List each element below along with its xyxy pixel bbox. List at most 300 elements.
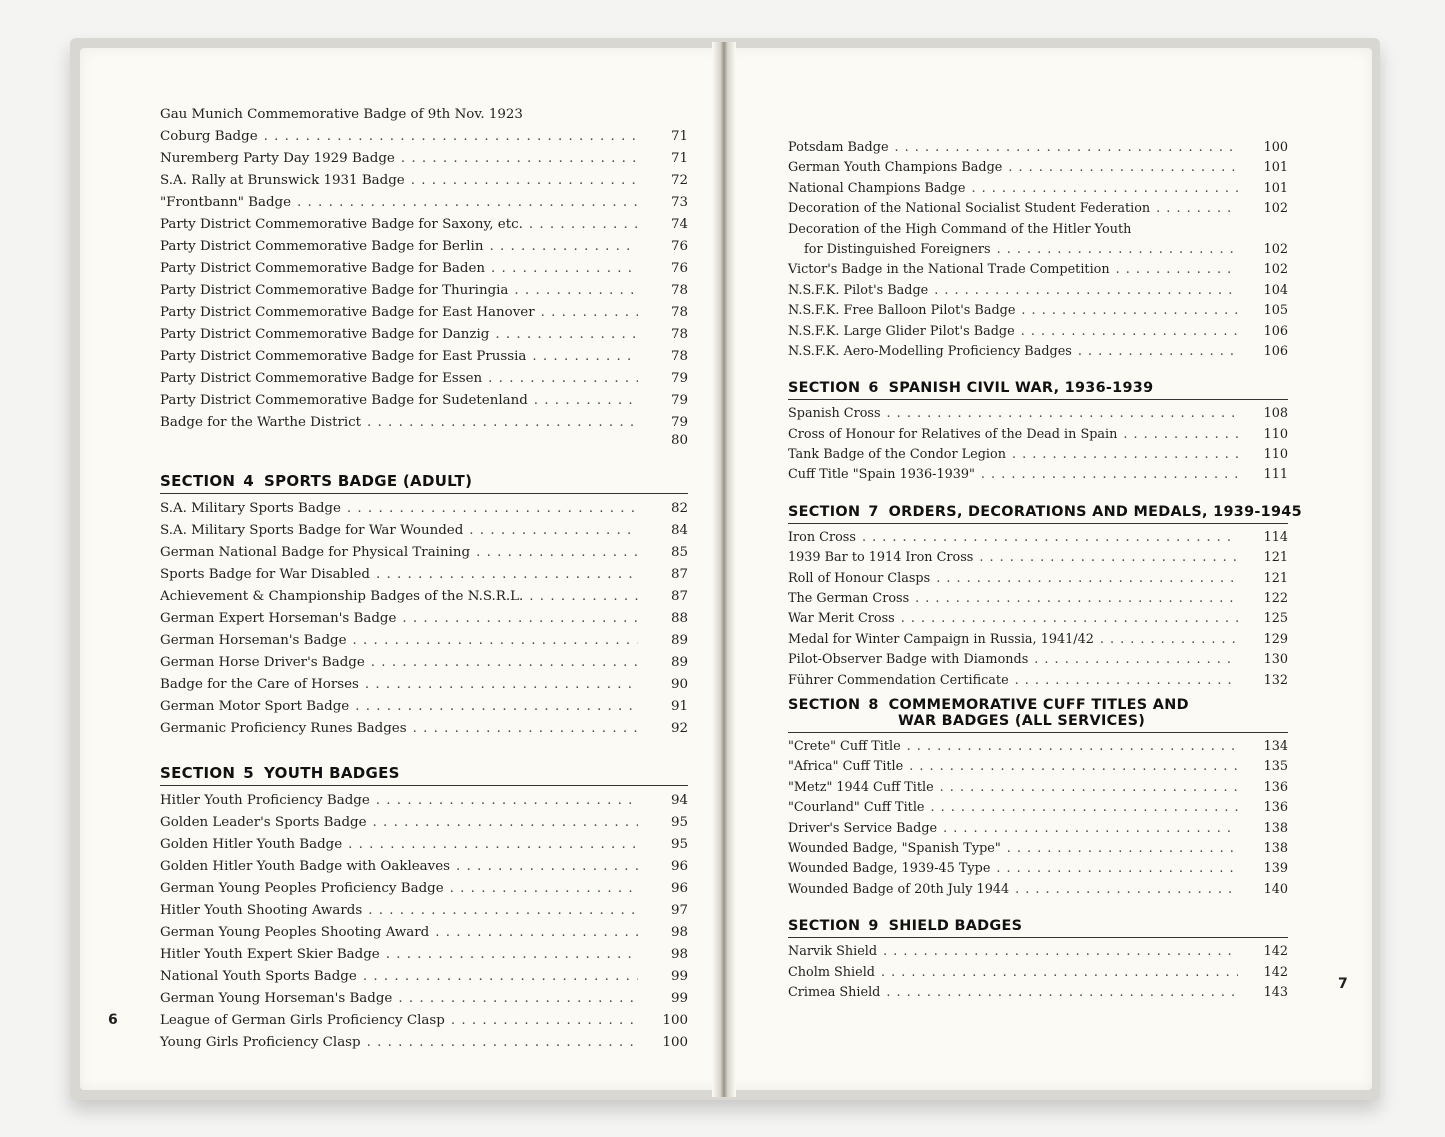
- toc-entry-title: German Young Horseman's Badge: [160, 991, 393, 1006]
- toc-page-number: 87: [670, 589, 688, 604]
- toc-entry-title: Party District Commemorative Badge for Berlin: [160, 239, 484, 254]
- toc-entry: [788, 630, 1288, 650]
- leader-dots: [996, 859, 1238, 879]
- leader-dots: [469, 520, 638, 542]
- toc-entry-title: Germanic Proficiency Runes Badges: [160, 721, 407, 736]
- toc-entry: [160, 1032, 688, 1054]
- leader-dots: [907, 737, 1238, 757]
- toc-entry-title: Cuff Title "Spain 1936-1939": [788, 467, 975, 483]
- toc-entry-title: Hitler Youth Proficiency Badge: [160, 793, 370, 808]
- leader-dots: [488, 368, 638, 390]
- leader-dots: [1034, 650, 1238, 670]
- toc-entry: [788, 528, 1288, 548]
- leader-dots: [411, 170, 638, 192]
- toc-entry: [160, 368, 688, 390]
- toc-page-number: 99: [670, 991, 688, 1006]
- section-heading: [160, 472, 688, 494]
- toc-page-number: 98: [670, 947, 688, 962]
- toc-page-number: 84: [670, 523, 688, 538]
- toc-entry: [160, 258, 688, 280]
- leader-dots: [981, 465, 1238, 485]
- toc-entry: [788, 737, 1288, 757]
- toc-entry-title: Cross of Honour for Relatives of the Dead in Spain: [788, 426, 1118, 442]
- toc-entry-title: Party District Commemorative Badge for Thuringia: [160, 283, 509, 298]
- right-top-entries: [788, 138, 1288, 362]
- toc-entry: [160, 922, 688, 944]
- section-number: 7: [868, 503, 879, 520]
- leader-dots: [881, 963, 1238, 983]
- toc-entry-title: Badge for the Care of Horses: [160, 677, 359, 692]
- toc-entry-title: Decoration of the High Command of the Hitler Youth: [788, 221, 1132, 237]
- leader-dots: [1116, 260, 1238, 280]
- section-9-entries: [788, 942, 1288, 1003]
- toc-entry: [788, 281, 1288, 301]
- leader-dots: [402, 608, 638, 630]
- leader-dots: [909, 757, 1238, 777]
- toc-entry: [160, 148, 688, 170]
- toc-entry: [160, 718, 688, 740]
- book-spine: [712, 42, 736, 1097]
- toc-entry-title: Hitler Youth Shooting Awards: [160, 903, 363, 918]
- leader-dots: [363, 966, 638, 988]
- toc-entry: [788, 798, 1288, 818]
- toc-entry: [160, 586, 688, 608]
- toc-entry: [788, 260, 1288, 280]
- toc-page-number: 134: [1263, 738, 1288, 754]
- toc-page-number: 95: [670, 837, 688, 852]
- toc-page-number: 102: [1263, 241, 1288, 257]
- toc-entry-title: Driver's Service Badge: [788, 820, 938, 836]
- right-contents-column: [788, 138, 1302, 1003]
- leader-dots: [456, 856, 638, 878]
- section-title: YOUTH BADGES: [264, 764, 400, 782]
- toc-entry: [160, 696, 688, 718]
- toc-page-number: 92: [670, 721, 688, 736]
- toc-entry: [788, 465, 1288, 485]
- leader-dots: [862, 528, 1238, 548]
- toc-entry: [788, 942, 1288, 962]
- toc-entry-title: Crimea Shield: [788, 984, 881, 1000]
- toc-entry: [160, 346, 688, 368]
- leader-dots: [1021, 301, 1238, 321]
- leader-dots: [943, 819, 1238, 839]
- toc-entry: [160, 608, 688, 630]
- toc-page-number: 132: [1263, 672, 1288, 688]
- leader-dots: [883, 942, 1238, 962]
- toc-entry-title: Party District Commemorative Badge for Sudetenland: [160, 393, 528, 408]
- toc-entry: [788, 158, 1288, 178]
- toc-page-number: 121: [1263, 550, 1288, 566]
- section-title: ORDERS, DECORATIONS AND MEDALS, 1939-1945: [888, 503, 1302, 520]
- section-label: SECTION: [788, 696, 861, 713]
- toc-entry-title: "Courland" Cuff Title: [788, 800, 925, 816]
- toc-entry-title: Roll of Honour Clasps: [788, 570, 931, 586]
- toc-entry-title: "Metz" 1944 Cuff Title: [788, 779, 934, 795]
- leader-dots: [297, 192, 638, 214]
- section-label: SECTION: [788, 503, 861, 520]
- toc-page-number: 122: [1263, 591, 1288, 607]
- toc-entry: [788, 569, 1288, 589]
- toc-entry: [160, 652, 688, 674]
- leader-dots: [997, 240, 1238, 260]
- toc-entry: [788, 404, 1288, 424]
- toc-page-number: 96: [670, 859, 688, 874]
- toc-page-number: 143: [1263, 984, 1288, 1000]
- section-number: 4: [243, 472, 255, 490]
- leader-dots: [901, 609, 1238, 629]
- leader-dots: [489, 236, 638, 258]
- leader-dots: [376, 790, 638, 812]
- leader-dots: [476, 542, 638, 564]
- leader-dots: [1015, 880, 1238, 900]
- toc-page-number: 101: [1263, 160, 1288, 176]
- toc-entry-title: National Youth Sports Badge: [160, 969, 357, 984]
- toc-entry-title: Sports Badge for War Disabled: [160, 567, 371, 582]
- section-title-line2: WAR BADGES (ALL SERVICES): [898, 712, 1146, 729]
- toc-entry-title: Cholm Shield: [788, 964, 875, 980]
- toc-page-number: 111: [1263, 467, 1288, 483]
- toc-entry-title: Victor's Badge in the National Trade Competition: [788, 262, 1110, 278]
- leader-dots: [936, 569, 1238, 589]
- leader-dots: [1008, 158, 1238, 178]
- toc-entry: [788, 963, 1288, 983]
- toc-entry: [788, 983, 1288, 1003]
- leader-dots: [1012, 445, 1238, 465]
- toc-page-number: 89: [670, 633, 688, 648]
- toc-page-number: 76: [670, 239, 688, 254]
- toc-entry-title: S.A. Military Sports Badge: [160, 501, 341, 516]
- leader-dots: [1021, 322, 1238, 342]
- toc-entry: [788, 609, 1288, 629]
- toc-entry-title: Party District Commemorative Badge for Danzig: [160, 327, 490, 342]
- toc-page-number: 130: [1263, 652, 1288, 668]
- toc-page-number: 100: [662, 1013, 688, 1028]
- leader-dots: [532, 346, 638, 368]
- toc-entry: [788, 138, 1288, 158]
- section-5-entries: [160, 790, 688, 1054]
- toc-page-number: 95: [670, 815, 688, 830]
- leader-dots: [887, 404, 1238, 424]
- toc-entry: [160, 104, 688, 126]
- toc-entry-title: Pilot-Observer Badge with Diamonds: [788, 652, 1029, 668]
- leader-dots: [895, 138, 1238, 158]
- toc-entry-title: Wounded Badge, "Spanish Type": [788, 840, 1001, 856]
- toc-page-number: 71: [670, 151, 688, 166]
- toc-page-number: 89: [670, 655, 688, 670]
- toc-page-number: 78: [670, 327, 688, 342]
- toc-entry-title: Hitler Youth Expert Skier Badge: [160, 947, 380, 962]
- leader-dots: [451, 1010, 638, 1032]
- toc-entry-title: Spanish Cross: [788, 406, 881, 422]
- toc-page-number: 101: [1263, 180, 1288, 196]
- toc-page-number: 98: [670, 925, 688, 940]
- leader-dots: [491, 258, 638, 280]
- toc-entry-title: German Motor Sport Badge: [160, 699, 350, 714]
- toc-page-number: 78: [670, 283, 688, 298]
- toc-page-number: 76: [670, 261, 688, 276]
- leader-dots: [413, 718, 638, 740]
- section-title: COMMEMORATIVE CUFF TITLES AND: [888, 696, 1189, 713]
- toc-entry: [160, 126, 688, 148]
- leader-dots: [979, 548, 1238, 568]
- toc-entry-title: Party District Commemorative Badge for East Prussia: [160, 349, 527, 364]
- toc-page-number: 106: [1263, 323, 1288, 339]
- leader-dots: [529, 214, 638, 236]
- section-heading: [788, 503, 1302, 524]
- toc-entry-title: N.S.F.K. Aero-Modelling Proficiency Badges: [788, 343, 1072, 359]
- toc-entry-title: "Frontbann" Badge: [160, 195, 292, 210]
- section-heading: [788, 918, 1288, 938]
- toc-page-number: 108: [1263, 406, 1288, 422]
- toc-page-number: 125: [1263, 611, 1288, 627]
- toc-entry-title: Coburg Badge: [160, 129, 258, 144]
- toc-entry: [160, 564, 688, 586]
- section-number: 6: [868, 380, 879, 397]
- toc-page-number: 135: [1263, 759, 1288, 775]
- leader-dots: [435, 922, 638, 944]
- toc-entry: [788, 220, 1288, 240]
- leader-dots: [1156, 199, 1238, 219]
- toc-entry: [160, 302, 688, 324]
- toc-page-number: 110: [1263, 426, 1288, 442]
- toc-page-number: 99: [670, 969, 688, 984]
- toc-entry-title: Narvik Shield: [788, 944, 878, 960]
- leader-dots: [264, 126, 638, 148]
- toc-page-number: 82: [670, 501, 688, 516]
- toc-entry-title: War Merit Cross: [788, 611, 895, 627]
- toc-entry-title: for Distinguished Foreigners: [804, 241, 991, 257]
- toc-entry: [788, 757, 1288, 777]
- leader-dots: [398, 988, 638, 1010]
- toc-entry: [160, 834, 688, 856]
- toc-entry-title: German Horseman's Badge: [160, 633, 347, 648]
- toc-entry: [788, 589, 1288, 609]
- section-label: SECTION: [160, 472, 236, 490]
- toc-entry: [160, 878, 688, 900]
- toc-entry: [788, 671, 1288, 691]
- toc-entry: [788, 548, 1288, 568]
- toc-entry-title: Party District Commemorative Badge for Baden: [160, 261, 486, 276]
- toc-page-number: 105: [1263, 303, 1288, 319]
- toc-entry: [160, 170, 688, 192]
- toc-entry-title: Badge for the Warthe District: [160, 415, 362, 430]
- toc-entry: [788, 839, 1288, 859]
- toc-entry: [160, 988, 688, 1010]
- section-7-entries: [788, 528, 1288, 691]
- leader-dots: [534, 390, 638, 412]
- toc-page-number: 79: [670, 415, 688, 430]
- toc-page-number: 110: [1263, 447, 1288, 463]
- toc-page-number: 100: [1263, 140, 1288, 155]
- toc-entry-title: 1939 Bar to 1914 Iron Cross: [788, 550, 974, 566]
- left-contents-column: [160, 104, 688, 1054]
- leader-dots: [353, 630, 638, 652]
- leader-dots: [1100, 630, 1238, 650]
- section-6-entries: [788, 404, 1288, 486]
- leader-dots: [365, 674, 638, 696]
- toc-entry: [160, 812, 688, 834]
- toc-entry: [160, 966, 688, 988]
- toc-entry-title: Young Girls Proficiency Clasp: [160, 1035, 361, 1050]
- toc-page-number: 121: [1263, 570, 1288, 586]
- toc-entry: [160, 390, 688, 412]
- toc-entry: [788, 179, 1288, 199]
- leader-dots: [1007, 839, 1238, 859]
- toc-entry-title: German National Badge for Physical Training: [160, 545, 471, 560]
- leader-dots: [934, 281, 1238, 301]
- toc-entry-title: Tank Badge of the Condor Legion: [788, 447, 1006, 463]
- toc-page-number: 114: [1263, 529, 1288, 545]
- toc-entry-title: Wounded Badge, 1939-45 Type: [788, 861, 991, 877]
- toc-entry: [160, 280, 688, 302]
- toc-entry: [788, 819, 1288, 839]
- toc-entry-title: Achievement & Championship Badges of the N.S.R.L.: [160, 589, 524, 604]
- toc-page-number: 87: [670, 567, 688, 582]
- leader-dots: [348, 834, 638, 856]
- toc-page-number: 102: [1263, 201, 1288, 217]
- toc-page-number: 106: [1263, 343, 1288, 359]
- toc-entry-title: Potsdam Badge: [788, 140, 889, 155]
- toc-entry: [160, 520, 688, 542]
- section-title: SHIELD BADGES: [888, 918, 1023, 935]
- toc-entry: [160, 324, 688, 346]
- toc-entry: [160, 412, 688, 434]
- toc-entry: [788, 859, 1288, 879]
- toc-entry-title: Party District Commemorative Badge for East Hanover: [160, 305, 535, 320]
- leader-dots: [886, 983, 1238, 1003]
- toc-entry-title: N.S.F.K. Pilot's Badge: [788, 282, 929, 298]
- toc-entry-title: League of German Girls Proficiency Clasp: [160, 1013, 445, 1028]
- toc-entry-title: S.A. Rally at Brunswick 1931 Badge: [160, 173, 405, 188]
- toc-page-number: 80: [670, 433, 688, 448]
- toc-entry: [160, 434, 688, 448]
- toc-page-number: 72: [670, 173, 688, 188]
- toc-entry-title: German Young Peoples Shooting Award: [160, 925, 430, 940]
- toc-entry: [788, 650, 1288, 670]
- toc-page-number: 73: [670, 195, 688, 210]
- toc-page-number: 71: [670, 129, 688, 144]
- toc-entry-title: Nuremberg Party Day 1929 Badge: [160, 151, 395, 166]
- toc-entry: [160, 674, 688, 696]
- page-number-right: 7: [1338, 976, 1348, 992]
- section-label: SECTION: [788, 918, 861, 935]
- toc-page-number: 94: [670, 793, 688, 808]
- leader-dots: [355, 696, 638, 718]
- leader-dots: [1015, 671, 1238, 691]
- toc-entry-title: Party District Commemorative Badge for Essen: [160, 371, 483, 386]
- leader-dots: [368, 900, 638, 922]
- toc-page-number: 79: [670, 393, 688, 408]
- toc-page-number: 142: [1263, 944, 1288, 960]
- leader-dots: [371, 652, 638, 674]
- toc-entry: [160, 498, 688, 520]
- section-title: SPORTS BADGE (ADULT): [264, 472, 473, 490]
- leader-dots: [915, 589, 1238, 609]
- toc-page-number: 104: [1263, 282, 1288, 298]
- toc-entry-title: German Youth Champions Badge: [788, 160, 1003, 176]
- toc-entry-title: National Champions Badge: [788, 180, 966, 196]
- toc-page-number: 91: [670, 699, 688, 714]
- toc-entry-title: German Expert Horseman's Badge: [160, 611, 397, 626]
- toc-entry: [788, 240, 1288, 260]
- leader-dots: [347, 498, 638, 520]
- toc-entry-title: N.S.F.K. Free Balloon Pilot's Badge: [788, 303, 1016, 319]
- toc-entry-title: Iron Cross: [788, 529, 856, 545]
- toc-entry-title: Wounded Badge of 20th July 1944: [788, 881, 1010, 897]
- toc-entry: [788, 445, 1288, 465]
- toc-entry-title: N.S.F.K. Large Glider Pilot's Badge: [788, 323, 1015, 339]
- toc-page-number: 142: [1263, 964, 1288, 980]
- toc-entry: [160, 1010, 688, 1032]
- leader-dots: [1078, 342, 1238, 362]
- section-heading: [788, 697, 1288, 733]
- leader-dots: [971, 179, 1238, 199]
- toc-page-number: 78: [670, 305, 688, 320]
- leader-dots: [367, 412, 638, 434]
- leader-dots: [376, 564, 638, 586]
- toc-entry-title: Party District Commemorative Badge for Saxony, etc.: [160, 217, 523, 232]
- toc-page-number: 85: [670, 545, 688, 560]
- section-8-entries: [788, 737, 1288, 900]
- section-heading: [160, 764, 688, 786]
- toc-entry: [160, 236, 688, 258]
- toc-page-number: 102: [1263, 262, 1288, 278]
- toc-page-number: 138: [1263, 840, 1288, 856]
- toc-entry: [788, 880, 1288, 900]
- page-number-left: 6: [108, 1012, 118, 1028]
- leader-dots: [367, 1032, 638, 1054]
- toc-entry-title: Decoration of the National Socialist Student Federation: [788, 201, 1151, 217]
- toc-page-number: 78: [670, 349, 688, 364]
- toc-entry-title: Golden Leader's Sports Badge: [160, 815, 367, 830]
- leader-dots: [529, 586, 638, 608]
- toc-page-number: 96: [670, 881, 688, 896]
- section-heading: [788, 380, 1288, 400]
- toc-entry: [160, 214, 688, 236]
- leader-dots: [541, 302, 638, 324]
- section-number: 8: [868, 696, 879, 713]
- toc-entry-title: Gau Munich Commemorative Badge of 9th Nov. 1923: [160, 107, 523, 122]
- toc-entry-title: "Africa" Cuff Title: [788, 759, 904, 775]
- toc-page-number: 129: [1263, 631, 1288, 647]
- toc-entry-title: Golden Hitler Youth Badge with Oakleaves: [160, 859, 451, 874]
- toc-page-number: 79: [670, 371, 688, 386]
- leader-dots: [401, 148, 638, 170]
- section-4-entries: [160, 498, 688, 740]
- toc-entry-title: German Young Peoples Proficiency Badge: [160, 881, 444, 896]
- toc-entry: [160, 192, 688, 214]
- leader-dots: [1123, 425, 1238, 445]
- toc-entry-title: German Horse Driver's Badge: [160, 655, 365, 670]
- toc-entry: [160, 790, 688, 812]
- toc-entry: [788, 322, 1288, 342]
- leader-dots: [940, 778, 1238, 798]
- toc-entry-title: Medal for Winter Campaign in Russia, 1941/42: [788, 631, 1094, 647]
- toc-entry: [160, 542, 688, 564]
- toc-entry: [160, 630, 688, 652]
- toc-entry-title: Golden Hitler Youth Badge: [160, 837, 343, 852]
- section-label: SECTION: [788, 380, 861, 397]
- section-label: SECTION: [160, 764, 236, 782]
- leader-dots: [450, 878, 638, 900]
- toc-entry-title: "Crete" Cuff Title: [788, 738, 901, 754]
- toc-page-number: 139: [1263, 861, 1288, 877]
- toc-entry: [788, 342, 1288, 362]
- leader-dots: [386, 944, 638, 966]
- toc-entry-title: S.A. Military Sports Badge for War Wounded: [160, 523, 464, 538]
- toc-entry: [788, 778, 1288, 798]
- section-number: 9: [868, 918, 879, 935]
